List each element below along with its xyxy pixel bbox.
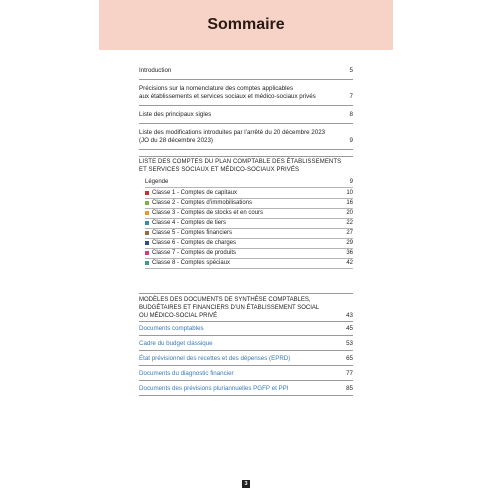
class-label [145,219,226,227]
document-label: État prévisionnel des recettes et des dépenses (EPRD) [139,355,291,362]
legend-label: Légende [145,179,169,185]
class-description: - Comptes de tiers [175,220,227,226]
section-divider [139,293,353,294]
section-divider [139,156,353,157]
document-entry[interactable] [139,370,353,378]
class-name: Classe 1 [152,190,176,196]
class-entry[interactable] [145,219,353,227]
class-color-square-icon [145,211,149,215]
toc-entry-label: Liste des principaux sigles [139,111,212,118]
toc-entry-page: 9 [349,137,353,144]
class-entry[interactable] [145,209,353,217]
toc-entry[interactable] [139,111,353,119]
class-color-square-icon [145,251,149,255]
class-color-square-icon [145,221,149,225]
class-description: - Comptes de produits [175,250,237,256]
class-color-square-icon [145,201,149,205]
divider [139,105,353,106]
class-entry[interactable] [145,259,353,267]
section-entry[interactable] [139,296,353,320]
toc-entry-page: 7 [349,93,353,100]
class-entry[interactable] [145,189,353,197]
class-description: - Comptes spéciaux [175,260,231,266]
divider [139,335,353,336]
page-number: 3 [242,480,250,488]
class-page: 22 [346,220,353,226]
class-name: Classe 5 [152,230,176,236]
class-page: 20 [346,210,353,216]
section-title: LISTE DES COMPTES DU PLAN COMPTABLE DES ÉTABLISSEMENTS ET SERVICES SOCIAUX ET MÉDICO-SOCIAUX PRIVÉS [139,159,342,173]
class-page: 27 [346,230,353,236]
divider [139,79,353,80]
class-label [145,209,263,217]
document-page: 45 [346,325,353,332]
document-label: Documents du diagnostic financier [139,370,234,377]
divider [139,321,353,322]
class-page: 10 [346,190,353,196]
class-name: Classe 3 [152,210,176,216]
class-description: - Comptes financiers [175,230,233,236]
document-entry[interactable] [139,340,353,348]
toc-entry-label: Liste des modifications introduites par l’arrêté du 20 décembre 2023 (JO du 28 décembre 2023) [139,129,326,144]
class-color-square-icon [145,191,149,195]
document-page [99,0,393,493]
toc-entry[interactable] [139,67,353,75]
document-label: Cadre du budget classique [139,340,213,347]
class-entry[interactable] [145,229,353,237]
section-title: MODÈLES DES DOCUMENTS DE SYNTHÈSE COMPTABLES, BUDGÉTAIRES ET FINANCIERS D’UN ÉTABLISSEMENT SOCIAL OU MÉDICO-SOCIAL PRIVÉ [139,297,320,319]
class-page: 29 [346,240,353,246]
class-label [145,249,236,257]
class-entry[interactable] [145,199,353,207]
class-label [145,239,236,247]
document-entry[interactable] [139,385,353,393]
document-entry[interactable] [139,355,353,363]
document-page: 77 [346,370,353,377]
divider [145,187,353,188]
class-description: - Comptes de charges [175,240,237,246]
document-page: 53 [346,340,353,347]
class-label [145,199,252,207]
class-name: Classe 7 [152,250,176,256]
legend-page: 9 [349,179,353,185]
toc-entry-label: Introduction [139,67,172,74]
divider [139,365,353,366]
class-label [145,259,230,267]
class-description: - Comptes de capitaux [175,190,238,196]
document-page: 65 [346,355,353,362]
class-name: Classe 2 [152,200,176,206]
class-page: 42 [346,260,353,266]
document-entry[interactable] [139,325,353,333]
page-title: Sommaire [207,16,285,33]
class-color-square-icon [145,261,149,265]
class-entry[interactable] [145,249,353,257]
divider [139,123,353,124]
document-label: Documents des prévisions pluriannuelles PGFP et PPI [139,385,289,392]
class-label [145,189,237,197]
class-entry[interactable] [145,239,353,247]
class-name: Classe 8 [152,260,176,266]
toc-entry-label: Précisions sur la nomenclature des comptes applicables aux établissements et services sociaux et médico-sociaux privés [139,85,316,100]
document-label: Documents comptables [139,325,204,332]
class-color-square-icon [145,231,149,235]
toc-entry-page: 8 [349,111,353,118]
divider [139,350,353,351]
class-name: Classe 4 [152,220,176,226]
class-page: 36 [346,250,353,256]
divider [139,395,353,396]
legend-entry[interactable] [145,178,353,186]
class-page: 16 [346,200,353,206]
divider [139,149,353,150]
toc-entry-page: 5 [349,67,353,74]
divider [145,268,353,269]
document-page: 85 [346,385,353,392]
toc-entry[interactable] [139,129,353,145]
divider [139,380,353,381]
section-page: 43 [346,312,353,319]
class-description: - Comptes de stocks et en cours [175,210,264,216]
toc-entry[interactable] [139,85,353,101]
class-color-square-icon [145,241,149,245]
class-description: - Comptes d’immobilisations [175,200,253,206]
class-name: Classe 6 [152,240,176,246]
title-banner [99,0,393,50]
class-label [145,229,232,237]
